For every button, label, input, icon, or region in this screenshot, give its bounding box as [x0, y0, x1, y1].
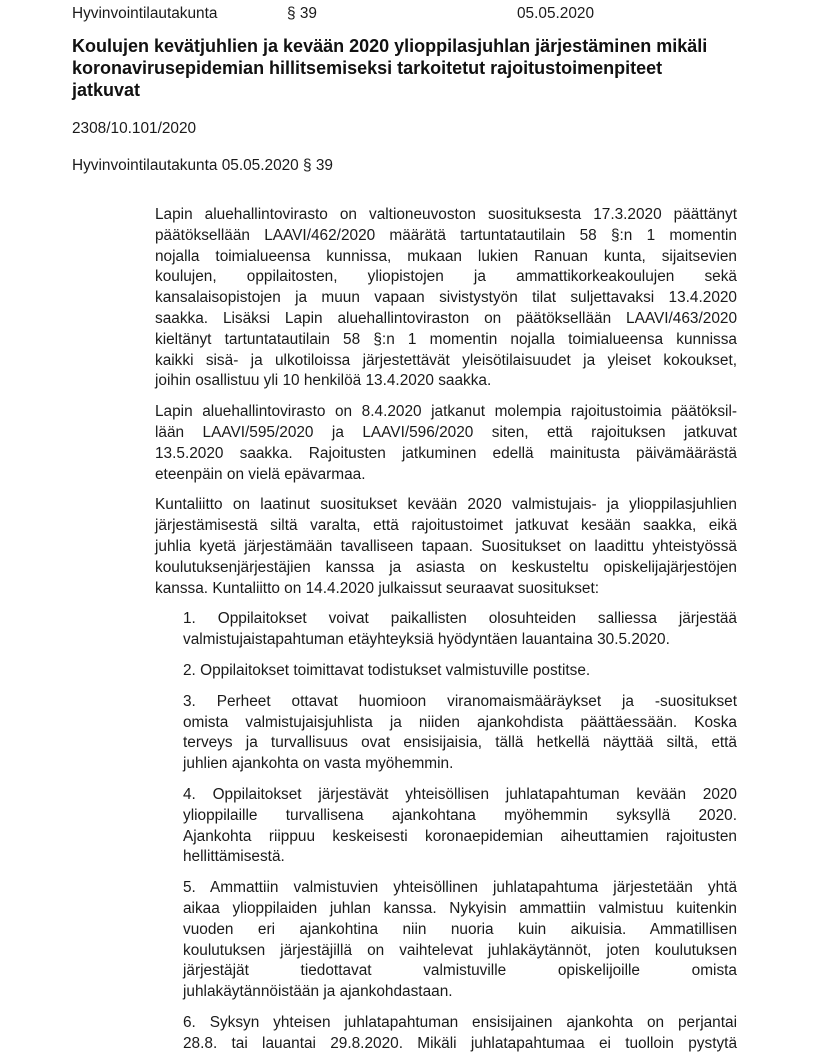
list-item [183, 878, 737, 1003]
header-date: 05.05.2020 [517, 5, 595, 22]
text-line: 13.5.2020 saakka. Rajoitusten jatkuminen edellä mainitusta päivämäärästä [155, 444, 737, 462]
text-line: Ajankohta riippuu keskeisesti koronaepidemian aiheuttamien rajoitusten [183, 827, 737, 845]
text-line: Lapin aluehallintovirasto on 8.4.2020 jatkanut molempia rajoitustoimia päätöksil- [155, 403, 737, 421]
text-line: kaikki sisä- ja ulkotiloissa järjestettävät yleisötilaisuudet ja yleiset kokoukset, [155, 351, 737, 369]
text-line: 28.8. tai lauantai 29.8.2020. Mikäli juhlatapahtumaa ei tuolloin pystytä [183, 1034, 737, 1052]
text-line: omista valmistujaisjuhlista ja niiden ajankohdista päättäessään. Koska [183, 713, 737, 731]
paragraph [155, 402, 737, 485]
title-line: jatkuvat [72, 80, 141, 100]
list-item [183, 785, 737, 868]
text-line: vuoden eri ajankohtina niin nuoria kuin aikuisia. Ammatillisen [183, 920, 737, 938]
text-line: koulutuksen järjestäjillä on vaihtelevat juhlakäytännöt, joten koulutuksen [183, 941, 737, 959]
text-line: 3. Perheet ottavat huomioon viranomaismääräykset ja -suositukset [183, 692, 737, 710]
text-line: aikaa ylioppilaiden juhlan kanssa. Nykyisin ammattiin valmistuu kuitenkin [183, 899, 737, 917]
title-line: Koulujen kevätjuhlien ja kevään 2020 ylioppilasjuhlan järjestäminen mikäli [72, 36, 708, 56]
text-line: ylioppilaille turvallisena ajankohtana myöhemmin syksyllä 2020. [183, 806, 737, 824]
text-line: kanssa. Kuntaliitto on 14.4.2020 julkaissut seuraavat suositukset: [155, 579, 600, 597]
text-line: juhlien ajankohta on vasta myöhemmin. [183, 755, 454, 773]
text-line: 5. Ammattiin valmistuvien yhteisöllinen juhlatapahtuma järjestetään yhtä [183, 879, 737, 897]
case-reference: 2308/10.101/2020 [72, 120, 197, 137]
text-line: järjestämisestä siltä varalta, että rajoitustoimet jatkuvat kesään saakka, eikä [155, 517, 737, 535]
text-line: 6. Syksyn yhteisen juhlatapahtuman ensisijainen ajankohta on perjantai [183, 1013, 737, 1031]
text-line: terveys ja turvallisuus ovat ensisijaisia, tällä hetkellä näyttää siltä, että [183, 734, 737, 752]
document-body [155, 205, 737, 1064]
document-title [72, 35, 772, 101]
text-line: 2. Oppilaitokset toimittavat todistukset valmistuville postitse. [183, 661, 591, 679]
paragraph [155, 205, 737, 392]
section-subheader: Hyvinvointilautakunta 05.05.2020 § 39 [72, 157, 333, 174]
text-line: juhlia kyetä järjestämään tavalliseen tapaan. Suositukset on laadittu yhteistyössä [155, 537, 737, 555]
text-line: hellittämisestä. [183, 848, 285, 866]
list-item [183, 692, 737, 775]
paragraph [155, 495, 737, 599]
page-header [0, 5, 816, 25]
text-line: kieltänyt tartuntatautilain 58 §:n 1 momentin nojalla toimialueensa kunnissa [155, 330, 737, 348]
text-line: järjestäjät tiedottavat valmistuville opiskelijoille omista [183, 962, 737, 980]
text-line: nojalla toimialueensa kunnissa, mukaan lukien Ranuan kunta, sijaitsevien [155, 247, 737, 265]
text-line: saakka. Lisäksi Lapin aluehallintoviraston on päätöksellään LAAVI/463/2020 [155, 309, 737, 327]
text-line: juhlakäytännöistään ja ajankohdastaan. [183, 983, 453, 1001]
text-line: eteenpäin on vielä epävarmaa. [155, 465, 366, 483]
list-item [183, 661, 737, 682]
text-line: joihin osallistuu yli 10 henkilöä 13.4.2020 saakka. [155, 372, 492, 390]
text-line: lään LAAVI/595/2020 ja LAAVI/596/2020 siten, että rajoituksen jatkuvat [155, 423, 737, 441]
header-committee: Hyvinvointilautakunta [72, 5, 218, 22]
text-line: kansalaisopistojen ja muun vapaan sivistystyön tilat suljettavaksi 13.4.2020 [155, 289, 737, 307]
title-line: koronavirusepidemian hillitsemiseksi tarkoitetut rajoitustoimenpiteet [72, 58, 663, 78]
header-section-number: § 39 [287, 5, 317, 22]
list-item [183, 1013, 737, 1055]
text-line: päätöksellään LAAVI/462/2020 määrätä tartuntatautilain 58 §:n 1 momentin [155, 226, 737, 244]
list-item [183, 609, 737, 651]
text-line: koulutuksenjärjestäjien kanssa ja asiasta on keskusteltu opiskelijajärjestöjen [155, 558, 737, 576]
text-line: Lapin aluehallintovirasto on valtioneuvoston suosituksesta 17.3.2020 päättänyt [155, 206, 737, 223]
text-line: Kuntaliitto on laatinut suositukset kevään 2020 valmistujais- ja ylioppilasjuhlien [155, 496, 737, 514]
text-line: valmistujaistapahtuman etäyhteyksiä hyödyntäen lauantaina 30.5.2020. [183, 631, 670, 649]
text-line: 4. Oppilaitokset järjestävät yhteisöllisen juhlatapahtuman kevään 2020 [183, 785, 737, 803]
text-line: koulujen, oppilaitosten, yliopistojen ja ammattikorkeakoulujen sekä [155, 268, 737, 286]
text-line: 1. Oppilaitokset voivat paikallisten olosuhteiden salliessa järjestää [183, 610, 737, 628]
